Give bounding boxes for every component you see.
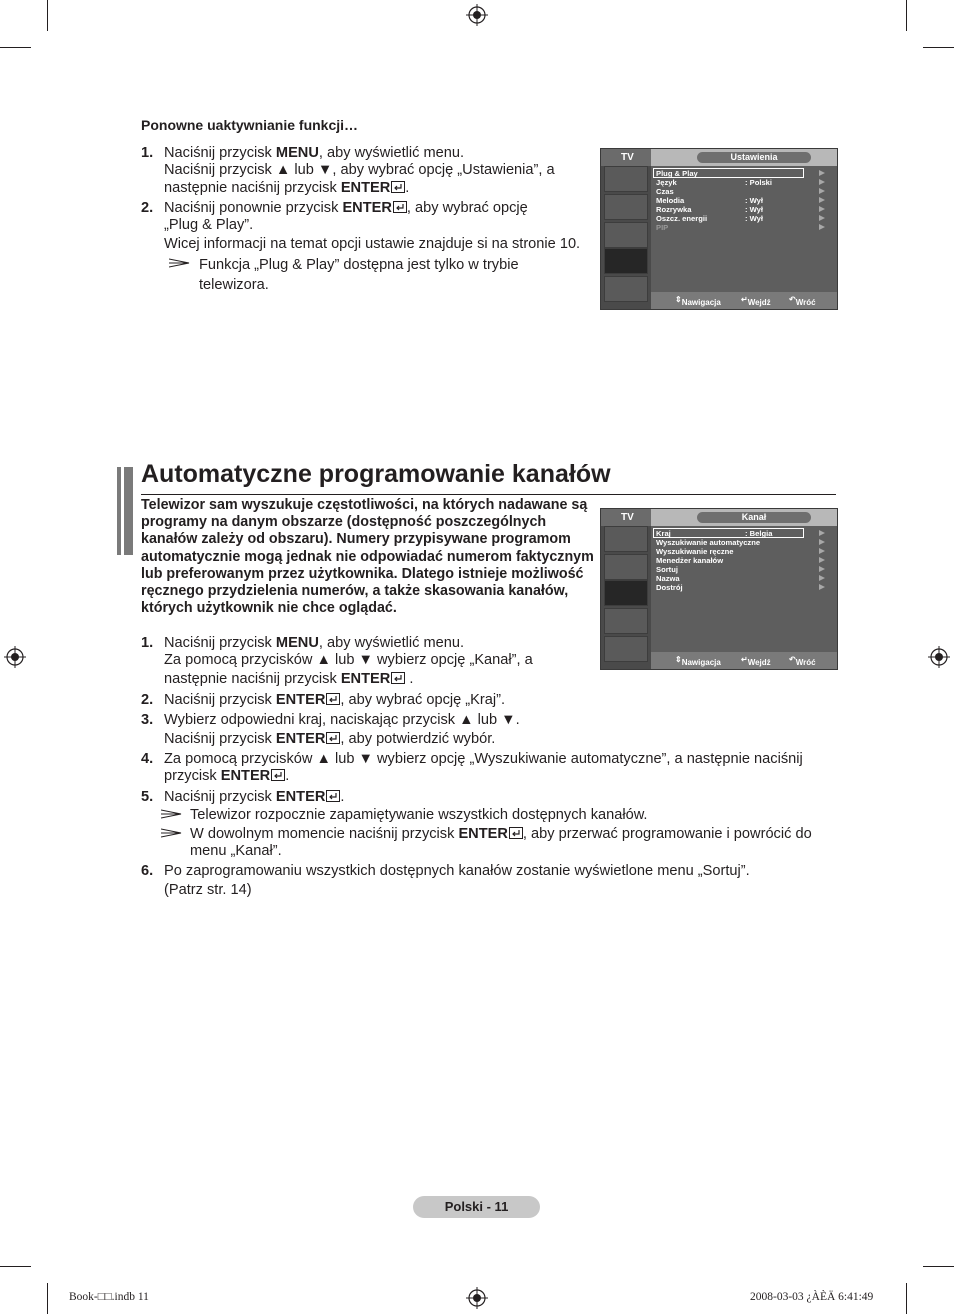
note-text: Funkcja „Plug & Play” dostępna jest tylko w trybie: [199, 257, 519, 273]
step-text: [164, 789, 344, 805]
tv-menu-channel: [600, 508, 838, 670]
print-footer-right: 2008-03-03 ¿ÀÈÄ 6:41:49: [750, 1291, 874, 1303]
menu-item-label: Menedżer kanałów: [656, 556, 724, 565]
menu-item-label: Rozrywka: [656, 205, 692, 214]
menu-title: Kanał: [697, 512, 811, 523]
step-number: 1.: [141, 145, 154, 161]
title-side-bar-stripe: [121, 467, 124, 555]
text: Naciśnij przycisk: [164, 789, 276, 805]
submenu-arrow-icon: [819, 206, 825, 212]
note-text: [190, 826, 812, 842]
menu-item[interactable]: [656, 187, 674, 196]
menu-header: [651, 509, 837, 526]
text: , aby wyświetlić menu.: [318, 145, 465, 161]
menu-item[interactable]: [656, 529, 773, 538]
menu-item-value: : Polski: [745, 178, 773, 187]
menu-item[interactable]: [656, 223, 668, 232]
text: , aby przerwać programowanie i powrócić do: [522, 826, 812, 842]
step-text: Naciśnij przycisk ▲ lub ▼, aby wybrać opcję „Ustawienia”, a: [164, 162, 555, 178]
sound-icon: [604, 194, 648, 220]
step-text: [164, 731, 495, 747]
intro-paragraph: Telewizor sam wyszukuje częstotliwości, na których nadawane są programy na danym obszarze (dostępność poszczególnych kanałów zależy od obszaru). Numery przypisywane programom automatycznie mogą jednak nie odpowiadać numerom faktycznym lub preferowanym przez użytkownika. Dlatego istnieje możliwość ręcznego przydzielenia numerów, a także skasowania kanałów, których użytkownik nie chce oglądać.: [141, 497, 594, 617]
tv-label: TV: [601, 149, 651, 166]
menu-item[interactable]: [656, 547, 734, 556]
text: Naciśnij przycisk: [164, 692, 276, 708]
submenu-arrow-icon: [819, 179, 825, 185]
menu-header: [651, 149, 837, 166]
enter-icon: [393, 201, 407, 213]
step-text: Za pomocą przycisków ▲ lub ▼ wybierz opcję „Wyszukiwanie automatyczne”, a następnie naciśnij: [164, 751, 803, 767]
enter-icon: [326, 732, 340, 744]
menu-item[interactable]: [656, 214, 764, 223]
submenu-arrow-icon: [819, 539, 825, 545]
enter-icon: [271, 769, 285, 781]
channel-icon: [604, 580, 648, 606]
crop-mark: [906, 1283, 907, 1314]
registration-mark-icon: [4, 646, 26, 668]
sound-icon: [604, 554, 648, 580]
menu-title: Ustawienia: [697, 152, 811, 163]
menu-item[interactable]: [656, 205, 764, 214]
note-arrow-icon: [161, 809, 183, 819]
key-name: ENTER: [458, 826, 508, 842]
note-text: menu „Kanał”.: [190, 843, 282, 859]
menu-item[interactable]: [656, 178, 773, 187]
note-text: telewizora.: [199, 277, 269, 293]
submenu-arrow-icon: [819, 224, 825, 230]
menu-item-label: Kraj: [656, 529, 671, 538]
key-name: ENTER: [220, 768, 271, 784]
text: następnie naciśnij przycisk: [164, 671, 341, 687]
crop-mark: [0, 1266, 31, 1267]
tv-menu-settings: [600, 148, 838, 310]
registration-mark-icon: [928, 646, 950, 668]
menu-item-label: Melodia: [656, 196, 685, 205]
step-number: 3.: [141, 712, 154, 728]
step-text: [164, 635, 464, 651]
registration-mark-icon: [466, 1287, 488, 1309]
step-text: Wybierz odpowiedni kraj, naciskając przycisk ▲ lub ▼.: [164, 712, 520, 728]
submenu-arrow-icon: [819, 548, 825, 554]
navigate-hint: ⇕ Nawigacja: [675, 655, 721, 667]
enter-icon: [326, 790, 340, 802]
step-text: [164, 200, 528, 216]
text: Naciśnij przycisk: [164, 145, 276, 161]
step-text: [164, 692, 505, 708]
menu-item[interactable]: [656, 565, 678, 574]
menu-item-value: : Belgia: [745, 529, 773, 538]
key-name: MENU: [275, 635, 319, 651]
text: Naciśnij ponownie przycisk: [164, 200, 343, 216]
crop-mark: [906, 0, 907, 31]
enter-hint: ↵ Wejdź: [741, 655, 771, 667]
return-hint: ↶ Wróć: [789, 295, 816, 307]
menu-item-label: Język: [656, 178, 677, 187]
navigate-hint: ⇕ Nawigacja: [675, 295, 721, 307]
step-number: 6.: [141, 863, 154, 879]
page-title: Automatyczne programowanie kanałów: [141, 460, 611, 488]
menu-item-label: Czas: [656, 187, 674, 196]
registration-mark-icon: [466, 4, 488, 26]
text: .: [340, 789, 345, 805]
text: Naciśnij przycisk: [164, 635, 276, 651]
menu-item-value: : Wył: [745, 214, 764, 223]
tv-label: TV: [601, 509, 651, 526]
text: następnie naciśnij przycisk: [164, 180, 341, 196]
enter-icon: [391, 672, 405, 684]
menu-item-label: Oszcz. energii: [656, 214, 708, 223]
submenu-arrow-icon: [819, 530, 825, 536]
menu-item-label: Sortuj: [656, 565, 678, 574]
enter-hint: ↵ Wejdź: [741, 295, 771, 307]
note-arrow-icon: [169, 258, 191, 268]
note-arrow-icon: [161, 828, 183, 838]
text: , aby wyświetlić menu.: [318, 635, 465, 651]
text: .: [405, 180, 410, 196]
crop-mark: [923, 1266, 954, 1267]
submenu-arrow-icon: [819, 197, 825, 203]
step-text: „Plug & Play”.: [164, 217, 254, 233]
step-number: 2.: [141, 692, 154, 708]
crop-mark: [47, 1283, 48, 1314]
title-rule: [141, 494, 836, 495]
text: W dowolnym momencie naciśnij przycisk: [190, 826, 459, 842]
menu-item-label: Wyszukiwanie automatyczne: [656, 538, 761, 547]
page-number-badge: Polski - 11: [413, 1196, 540, 1218]
input-icon: [604, 636, 648, 662]
step-text: Za pomocą przycisków ▲ lub ▼ wybierz opcję „Kanał”, a: [164, 652, 533, 668]
step-number: 2.: [141, 200, 154, 216]
key-name: ENTER: [340, 671, 391, 687]
menu-footer: [651, 292, 837, 309]
text: , aby wybrać opcję: [406, 200, 528, 216]
text: , aby wybrać opcję „Kraj”.: [340, 692, 506, 708]
step-text: (Patrz str. 14): [164, 882, 252, 898]
text: .: [405, 671, 414, 687]
menu-item[interactable]: [656, 196, 764, 205]
step-number: 1.: [141, 635, 154, 651]
menu-footer: [651, 652, 837, 669]
text: , aby potwierdzić wybór.: [340, 731, 496, 747]
channel-icon: [604, 222, 648, 248]
enter-icon: [391, 181, 405, 193]
return-label: Wróć: [795, 658, 816, 667]
submenu-arrow-icon: [819, 557, 825, 563]
navigate-label: Nawigacja: [681, 658, 721, 667]
menu-item-label: Dostrój: [656, 583, 683, 592]
picture-icon: [604, 166, 648, 192]
step-text: Wicej informacji na temat opcji ustawie znajduje si na stronie 10.: [164, 236, 581, 252]
text: przycisk: [164, 768, 221, 784]
step-text: [164, 768, 289, 784]
section-heading: Ponowne uaktywnianie funkcji…: [141, 117, 359, 133]
submenu-arrow-icon: [819, 215, 825, 221]
submenu-arrow-icon: [819, 584, 825, 590]
enter-icon: [326, 693, 340, 705]
key-name: ENTER: [342, 200, 392, 216]
step-text: [164, 671, 413, 687]
title-side-bar: [117, 467, 133, 555]
crop-mark: [923, 47, 954, 48]
menu-selection-highlight: [653, 528, 804, 538]
print-footer-left: Book-□□.indb 11: [69, 1291, 149, 1303]
text: Naciśnij przycisk: [164, 731, 276, 747]
setup-gear-icon: [604, 248, 648, 274]
setup-gear-icon: [604, 608, 648, 634]
return-label: Wróć: [795, 298, 816, 307]
menu-item[interactable]: [656, 169, 698, 178]
menu-item-label: Nazwa: [656, 574, 680, 583]
submenu-arrow-icon: [819, 188, 825, 194]
crop-mark: [0, 47, 31, 48]
enter-icon: [509, 827, 523, 839]
key-name: ENTER: [275, 731, 326, 747]
submenu-arrow-icon: [819, 566, 825, 572]
menu-item[interactable]: [656, 556, 723, 565]
menu-item-label: Plug & Play: [656, 169, 698, 178]
step-text: [164, 180, 409, 196]
submenu-arrow-icon: [819, 575, 825, 581]
note-text: Telewizor rozpocznie zapamiętywanie wszystkich dostępnych kanałów.: [190, 807, 648, 823]
input-icon: [604, 276, 648, 302]
menu-item[interactable]: [656, 574, 680, 583]
key-name: ENTER: [275, 789, 326, 805]
key-name: MENU: [275, 145, 319, 161]
key-name: ENTER: [275, 692, 326, 708]
enter-label: Wejdź: [747, 658, 771, 667]
menu-item[interactable]: [656, 583, 683, 592]
step-number: 5.: [141, 789, 154, 805]
text: .: [285, 768, 290, 784]
menu-item-label: PIP: [656, 223, 669, 232]
step-number: 4.: [141, 751, 154, 767]
return-hint: ↶ Wróć: [789, 655, 816, 667]
menu-item-label: Wyszukiwanie ręczne: [656, 547, 734, 556]
step-text: Po zaprogramowaniu wszystkich dostępnych kanałów zostanie wyświetlone menu „Sortuj”.: [164, 863, 750, 879]
key-name: ENTER: [340, 180, 391, 196]
menu-item[interactable]: [656, 538, 760, 547]
submenu-arrow-icon: [819, 170, 825, 176]
navigate-label: Nawigacja: [681, 298, 721, 307]
enter-label: Wejdź: [747, 298, 771, 307]
picture-icon: [604, 526, 648, 552]
menu-item-value: : Wył: [745, 205, 764, 214]
step-text: [164, 145, 464, 161]
menu-item-value: : Wył: [745, 196, 764, 205]
crop-mark: [47, 0, 48, 31]
